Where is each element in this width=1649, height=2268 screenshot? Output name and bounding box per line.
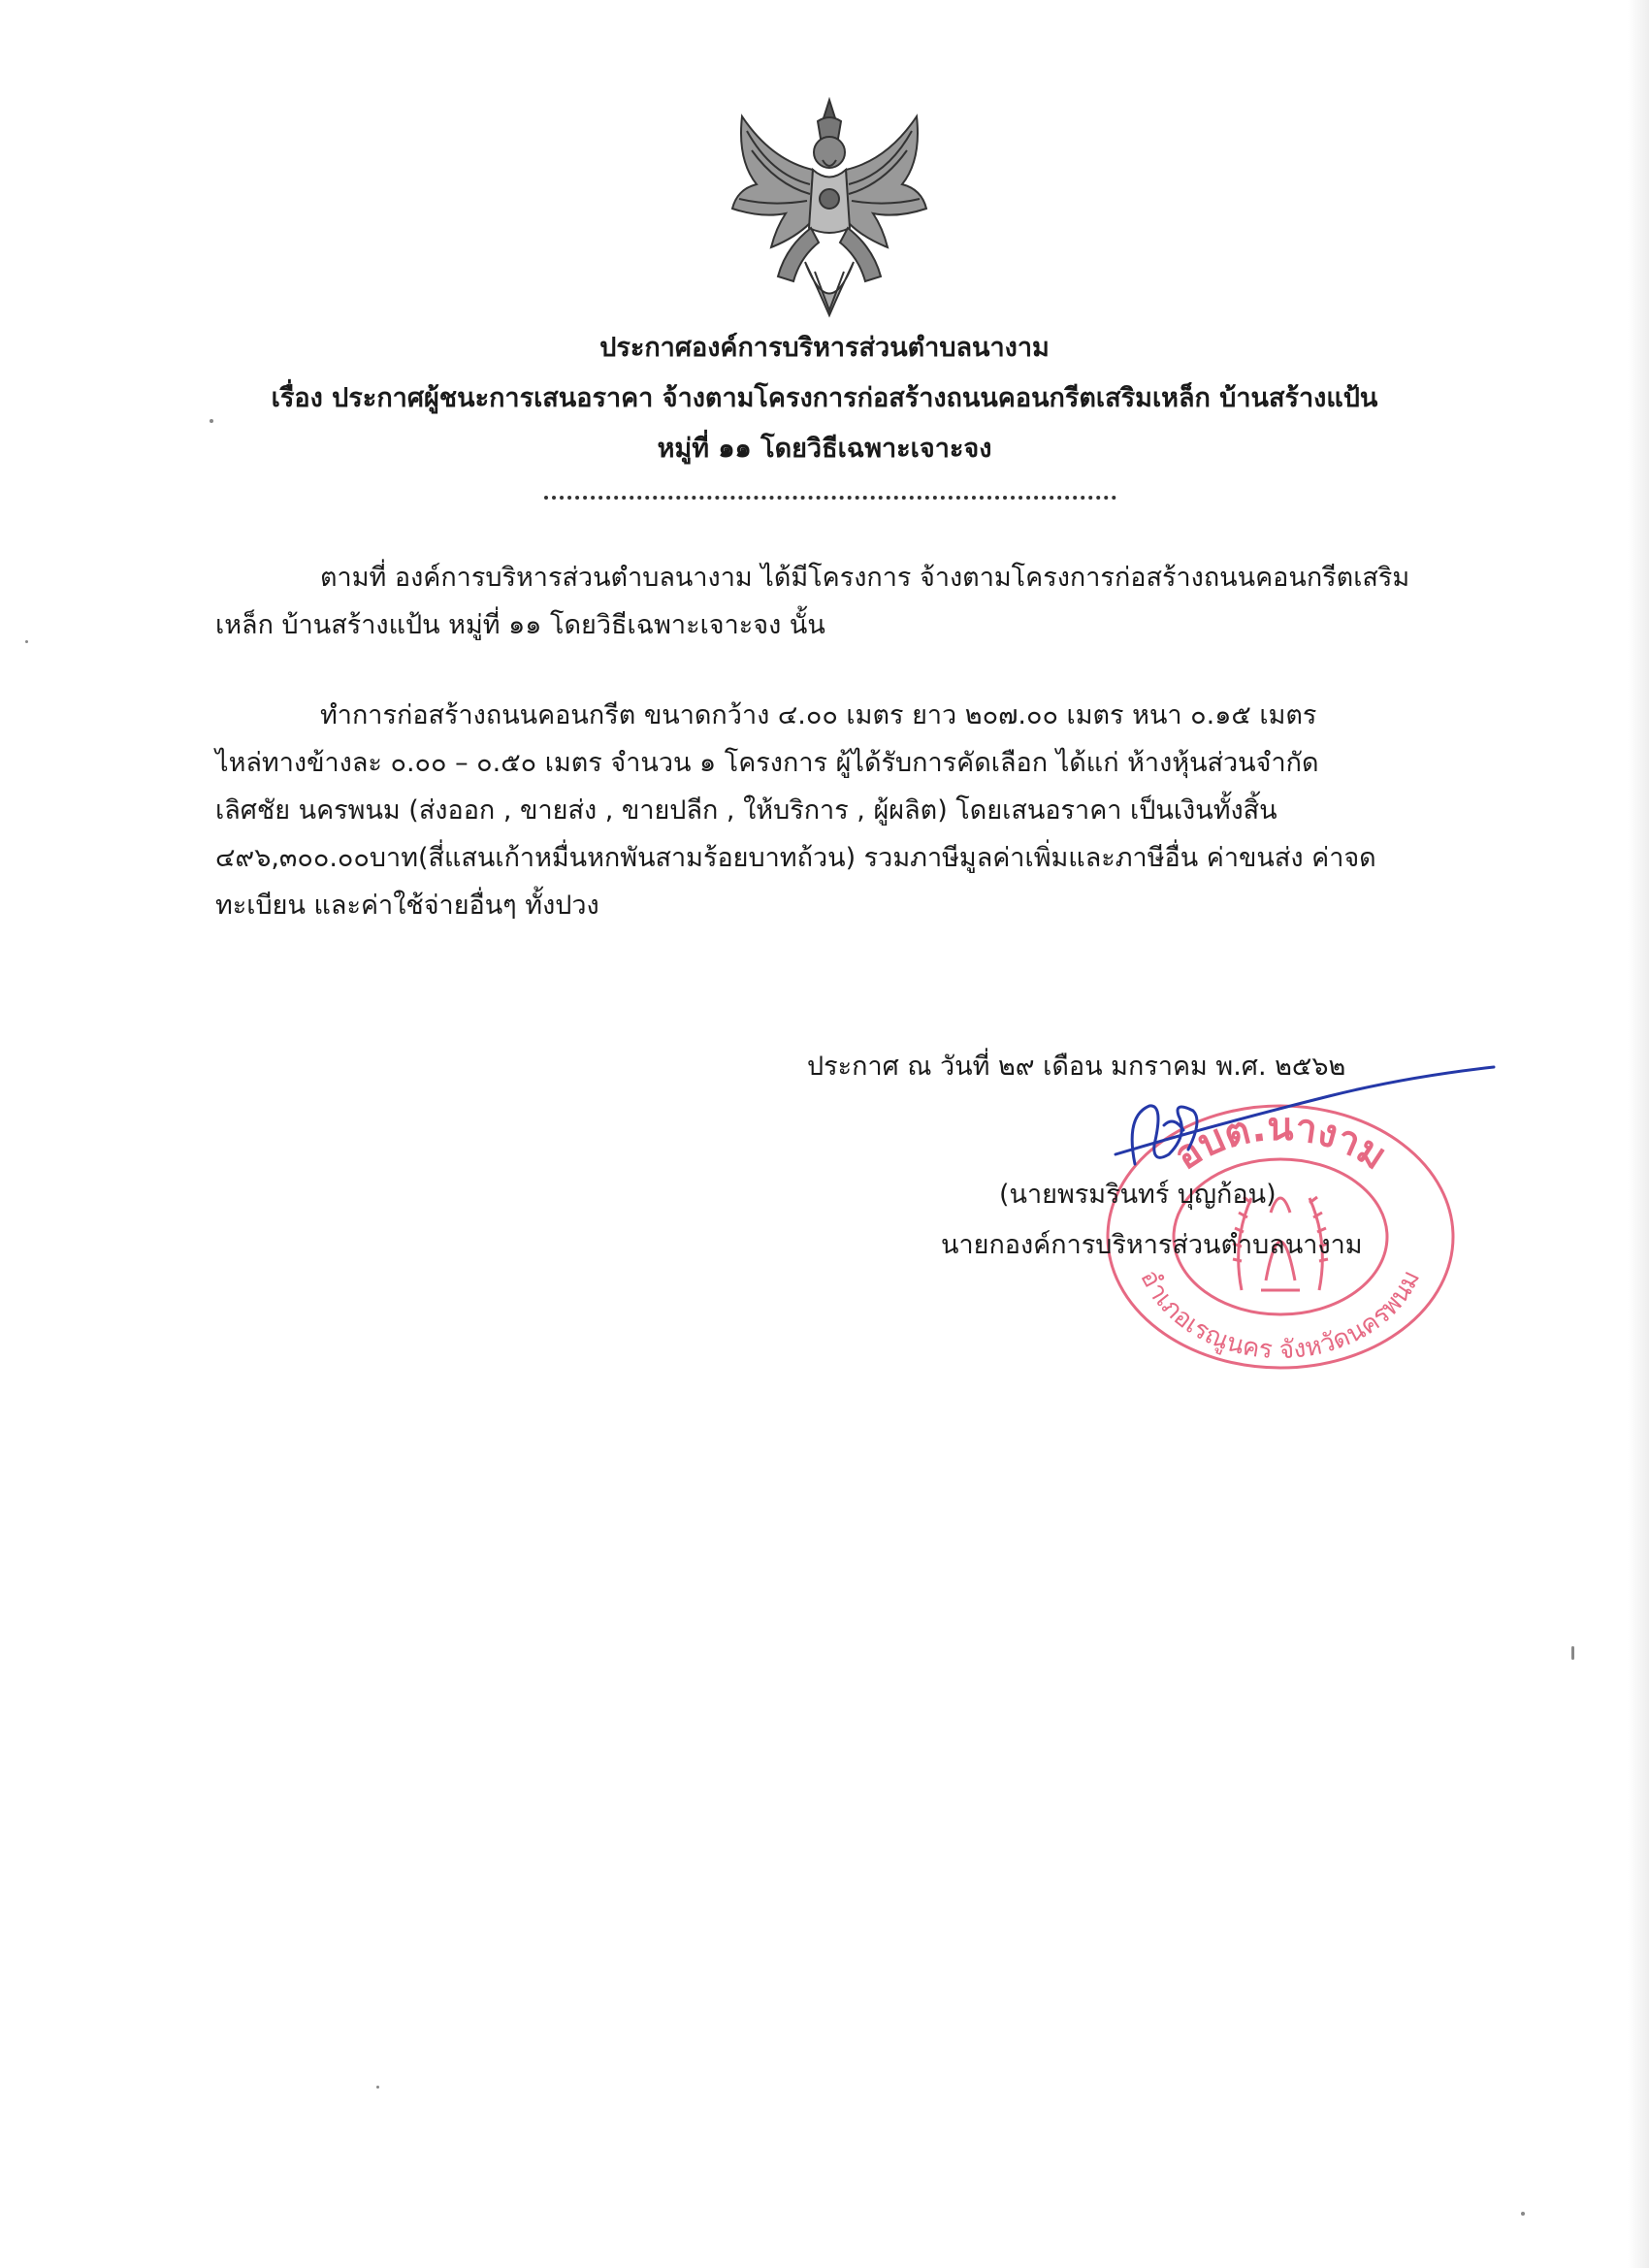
scan-speck xyxy=(1571,1646,1574,1660)
scan-speck xyxy=(25,640,28,643)
paragraph-details xyxy=(215,692,1438,929)
paragraph-intro-line: ตามที่ องค์การบริหารส่วนตำบลนางาม ได้มีโครงการ จ้างตามโครงการก่อสร้างถนนคอนกรีตเสริม xyxy=(320,563,1410,593)
scan-speck xyxy=(1521,2212,1525,2216)
signatory-name: (นายพรมรินทร์ บุญก้อน) xyxy=(999,1180,1277,1210)
heading-line-3: หมู่ที่ ๑๑ โดยวิธีเฉพาะเจาะจง xyxy=(657,434,992,464)
heading-line-1: ประกาศองค์การบริหารส่วนตำบลนางาม xyxy=(599,333,1050,363)
paragraph-details-line: เลิศชัย นครพนม (ส่งออก , ขายส่ง , ขายปลีก , ให้บริการ , ผู้ผลิต) โดยเสนอราคา เป็นเงินทั้งสิ้น xyxy=(215,795,1277,826)
announce-date: ประกาศ ณ วันที่ ๒๙ เดือน มกราคม พ.ศ. ๒๕๖๒ xyxy=(807,1052,1346,1082)
heading-line-2: เรื่อง ประกาศผู้ชนะการเสนอราคา จ้างตามโครงการก่อสร้างถนนคอนกรีตเสริมเหล็ก บ้านสร้างแป้น xyxy=(271,383,1378,413)
scan-speck xyxy=(376,2086,379,2089)
paragraph-details-line: ไหล่ทางข้างละ ๐.๐๐ – ๐.๕๐ เมตร จำนวน ๑ โครงการ ผู้ได้รับการคัดเลือก ได้แก่ ห้างหุ้นส่วนจำกัด xyxy=(215,748,1319,778)
paragraph-details-line: ทำการก่อสร้างถนนคอนกรีต ขนาดกว้าง ๔.๐๐ เมตร ยาว ๒๐๗.๐๐ เมตร หนา ๐.๑๕ เมตร xyxy=(320,700,1317,730)
signatory-title: นายกองค์การบริหารส่วนตำบลนางาม xyxy=(941,1230,1363,1260)
stamp-bottom-text: อำเภอเรณูนคร จังหวัดนครพนม xyxy=(1134,1265,1427,1366)
stamp-top-text: อบต.นางาม xyxy=(1166,1105,1395,1180)
paragraph-details-line: ๔๙๖,๓๐๐.๐๐บาท(สี่แสนเก้าหมื่นหกพันสามร้อยบาทถ้วน) รวมภาษีมูลค่าเพิ่มและภาษีอื่น ค่าขนส่ง ค่าจด xyxy=(215,843,1376,873)
svg-text:อบต.นางาม xyxy=(1166,1105,1394,1179)
svg-text:อำเภอเรณูนคร จังหวัดนครพนม xyxy=(1134,1265,1426,1365)
scan-speck xyxy=(210,419,213,423)
paragraph-details-line: ทะเบียน และค่าใช้จ่ายอื่นๆ ทั้งปวง xyxy=(215,891,599,921)
paragraph-intro xyxy=(215,554,1438,649)
paragraph-intro-line: เหล็ก บ้านสร้างแป้น หมู่ที่ ๑๑ โดยวิธีเฉพาะเจาะจง นั้น xyxy=(215,610,825,640)
garuda-emblem-icon xyxy=(718,92,941,325)
dotted-divider xyxy=(544,496,1116,500)
